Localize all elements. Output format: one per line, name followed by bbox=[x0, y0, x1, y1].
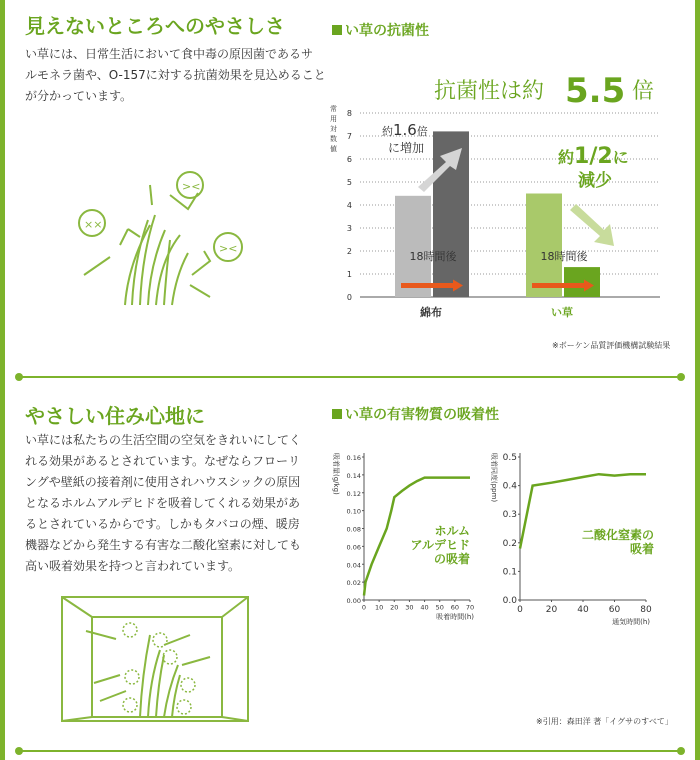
y-tick-label: 0.5 bbox=[502, 453, 517, 463]
chart-title-suffix: 倍 bbox=[632, 79, 655, 104]
section1-subhead-text: い草の抗菌性 bbox=[345, 23, 429, 39]
y-tick-label: 5 bbox=[346, 178, 352, 187]
x-tick-label: 20 bbox=[390, 603, 399, 612]
divider-dot bbox=[677, 373, 685, 381]
y-label-char: 数 bbox=[330, 135, 337, 143]
y-tick-label: 0 bbox=[346, 293, 352, 302]
section1-heading: 見えないところへのやさしさ bbox=[25, 14, 285, 38]
x-tick-label: 30 bbox=[405, 603, 414, 612]
series-label: 吸着 bbox=[629, 542, 654, 556]
after-time-label: 18時間後 bbox=[409, 250, 457, 264]
x-axis-label: 通気時間(h) bbox=[612, 618, 650, 626]
y-axis-label: 吸着同度(ppm) bbox=[490, 453, 498, 503]
square-bullet-icon bbox=[332, 409, 342, 419]
x-axis-label: 吸着時間(h) bbox=[436, 613, 474, 621]
series-label: アルデヒド bbox=[410, 538, 470, 552]
section1-note: ※ボーケン品質評価機構試験結果 bbox=[552, 341, 671, 350]
chart-title-number: 5.5 bbox=[565, 71, 626, 111]
y-tick-label: 0.12 bbox=[346, 489, 361, 498]
section2-text-line: となるホルムアルデヒドを吸着してくれる効果があ bbox=[25, 496, 301, 510]
x-tick-label: 80 bbox=[640, 605, 652, 615]
igusa-germ-illustration bbox=[70, 165, 310, 325]
divider-dot bbox=[677, 747, 685, 755]
y-tick-label: 6 bbox=[346, 155, 352, 164]
y-tick-label: 0.3 bbox=[502, 510, 517, 521]
section1-text bbox=[25, 44, 326, 107]
cotton-annotation-line1: 約1.6倍 bbox=[382, 121, 428, 139]
y-label-char: 常 bbox=[330, 105, 337, 113]
section1-subhead bbox=[332, 20, 429, 40]
svg-text:><: >< bbox=[182, 180, 201, 193]
arrow-down-icon bbox=[570, 204, 614, 246]
y-tick-label: 0.02 bbox=[346, 579, 361, 588]
section2-note: ※引用：森田洋 著「イグサのすべて」 bbox=[536, 717, 673, 726]
after-time-label: 18時間後 bbox=[540, 250, 588, 264]
series-label: の吸着 bbox=[433, 552, 470, 566]
x-tick-label: 10 bbox=[375, 603, 384, 612]
y-tick-label: 0.2 bbox=[502, 538, 517, 549]
section2-text-line: 高い吸着効果を持つと言われています。 bbox=[25, 559, 241, 573]
y-tick-label: 0.14 bbox=[346, 471, 361, 480]
antibacterial-bar-chart bbox=[330, 40, 670, 360]
x-tick-label: 0 bbox=[361, 603, 367, 612]
igusa-annotation-line1: 約1/2に bbox=[558, 144, 629, 169]
section2-subhead bbox=[332, 404, 499, 424]
y-tick-label: 4 bbox=[346, 201, 352, 210]
x-tick-label: 40 bbox=[420, 603, 429, 612]
y-tick-label: 0.00 bbox=[346, 597, 361, 605]
y-tick-label: 0.0 bbox=[502, 596, 517, 606]
chart-title-prefix: 抗菌性は約 bbox=[434, 79, 545, 104]
section2-text-line: るとされているからです。しかもタバコの煙、暖房 bbox=[25, 517, 300, 531]
igusa-annotation-line2: 減少 bbox=[578, 171, 612, 191]
y-tick-label: 1 bbox=[346, 270, 352, 279]
x-tick-label: い草 bbox=[551, 306, 573, 319]
y-tick-label: 0.10 bbox=[346, 507, 361, 516]
y-tick-label: 0.08 bbox=[346, 525, 361, 534]
bar bbox=[395, 196, 431, 297]
y-tick-label: 3 bbox=[346, 224, 352, 233]
y-tick-label: 8 bbox=[346, 109, 352, 118]
section-divider bbox=[18, 750, 682, 752]
x-tick-label: 40 bbox=[577, 605, 589, 615]
y-label-char: 用 bbox=[330, 115, 337, 123]
y-label-char: 値 bbox=[330, 145, 337, 153]
x-tick-label: 60 bbox=[608, 605, 621, 615]
y-tick-label: 2 bbox=[346, 247, 352, 256]
x-tick-label: 60 bbox=[450, 603, 459, 612]
x-tick-label: 70 bbox=[465, 603, 475, 612]
y-tick-label: 0.04 bbox=[346, 561, 361, 570]
y-tick-label: 7 bbox=[346, 132, 352, 141]
x-tick-label: 20 bbox=[545, 605, 558, 615]
section2-text-line: い草には私たちの生活空間の空気をきれいにしてく bbox=[25, 433, 302, 447]
formaldehyde-line-chart bbox=[330, 445, 490, 635]
divider-dot bbox=[15, 373, 23, 381]
y-label-char: 対 bbox=[330, 125, 337, 133]
section2-text bbox=[25, 430, 301, 577]
section2-text-line: ングや壁紙の接着剤に使用されハウスシックの原因 bbox=[25, 475, 301, 489]
y-tick-label: 0.1 bbox=[502, 567, 517, 578]
section2-subhead-text: い草の有害物質の吸着性 bbox=[345, 407, 499, 423]
section-divider bbox=[18, 376, 682, 378]
divider-dot bbox=[15, 747, 23, 755]
room-illustration bbox=[60, 595, 300, 725]
svg-text:><: >< bbox=[219, 242, 238, 255]
y-tick-label: 0.16 bbox=[346, 454, 361, 462]
cotton-annotation-line2: に増加 bbox=[388, 141, 425, 155]
bar bbox=[526, 194, 562, 298]
x-tick-label: 50 bbox=[435, 603, 444, 612]
section1-text-line: い草には、日常生活において食中毒の原因菌であるサ bbox=[25, 47, 314, 61]
bar bbox=[564, 267, 600, 297]
y-axis-label: 吸着量(g/kg) bbox=[332, 453, 340, 495]
y-tick-label: 0.06 bbox=[346, 543, 361, 552]
series-label: ホルム bbox=[434, 524, 470, 538]
svg-text:××: ×× bbox=[84, 218, 103, 231]
section1-text-line: が分かっています。 bbox=[25, 89, 133, 103]
section1-text-line: ルモネラ菌や、O-157に対する抗菌効果を見込めること bbox=[25, 68, 326, 82]
square-bullet-icon bbox=[332, 25, 342, 35]
no2-line-chart bbox=[490, 445, 670, 635]
germ-icon bbox=[79, 172, 242, 261]
section2-text-line: 機器などから発生する有害な二酸化窒素に対しても bbox=[25, 538, 302, 552]
section2-heading: やさしい住み心地に bbox=[25, 404, 205, 428]
section2-text-line: れる効果があるとされています。なぜならフローリ bbox=[25, 454, 301, 468]
series-label: 二酸化窒素の bbox=[581, 528, 654, 542]
x-tick-label: 0 bbox=[517, 605, 523, 615]
x-tick-label: 綿布 bbox=[420, 306, 442, 319]
y-tick-label: 0.4 bbox=[502, 481, 517, 492]
y-axis-label bbox=[330, 104, 337, 153]
